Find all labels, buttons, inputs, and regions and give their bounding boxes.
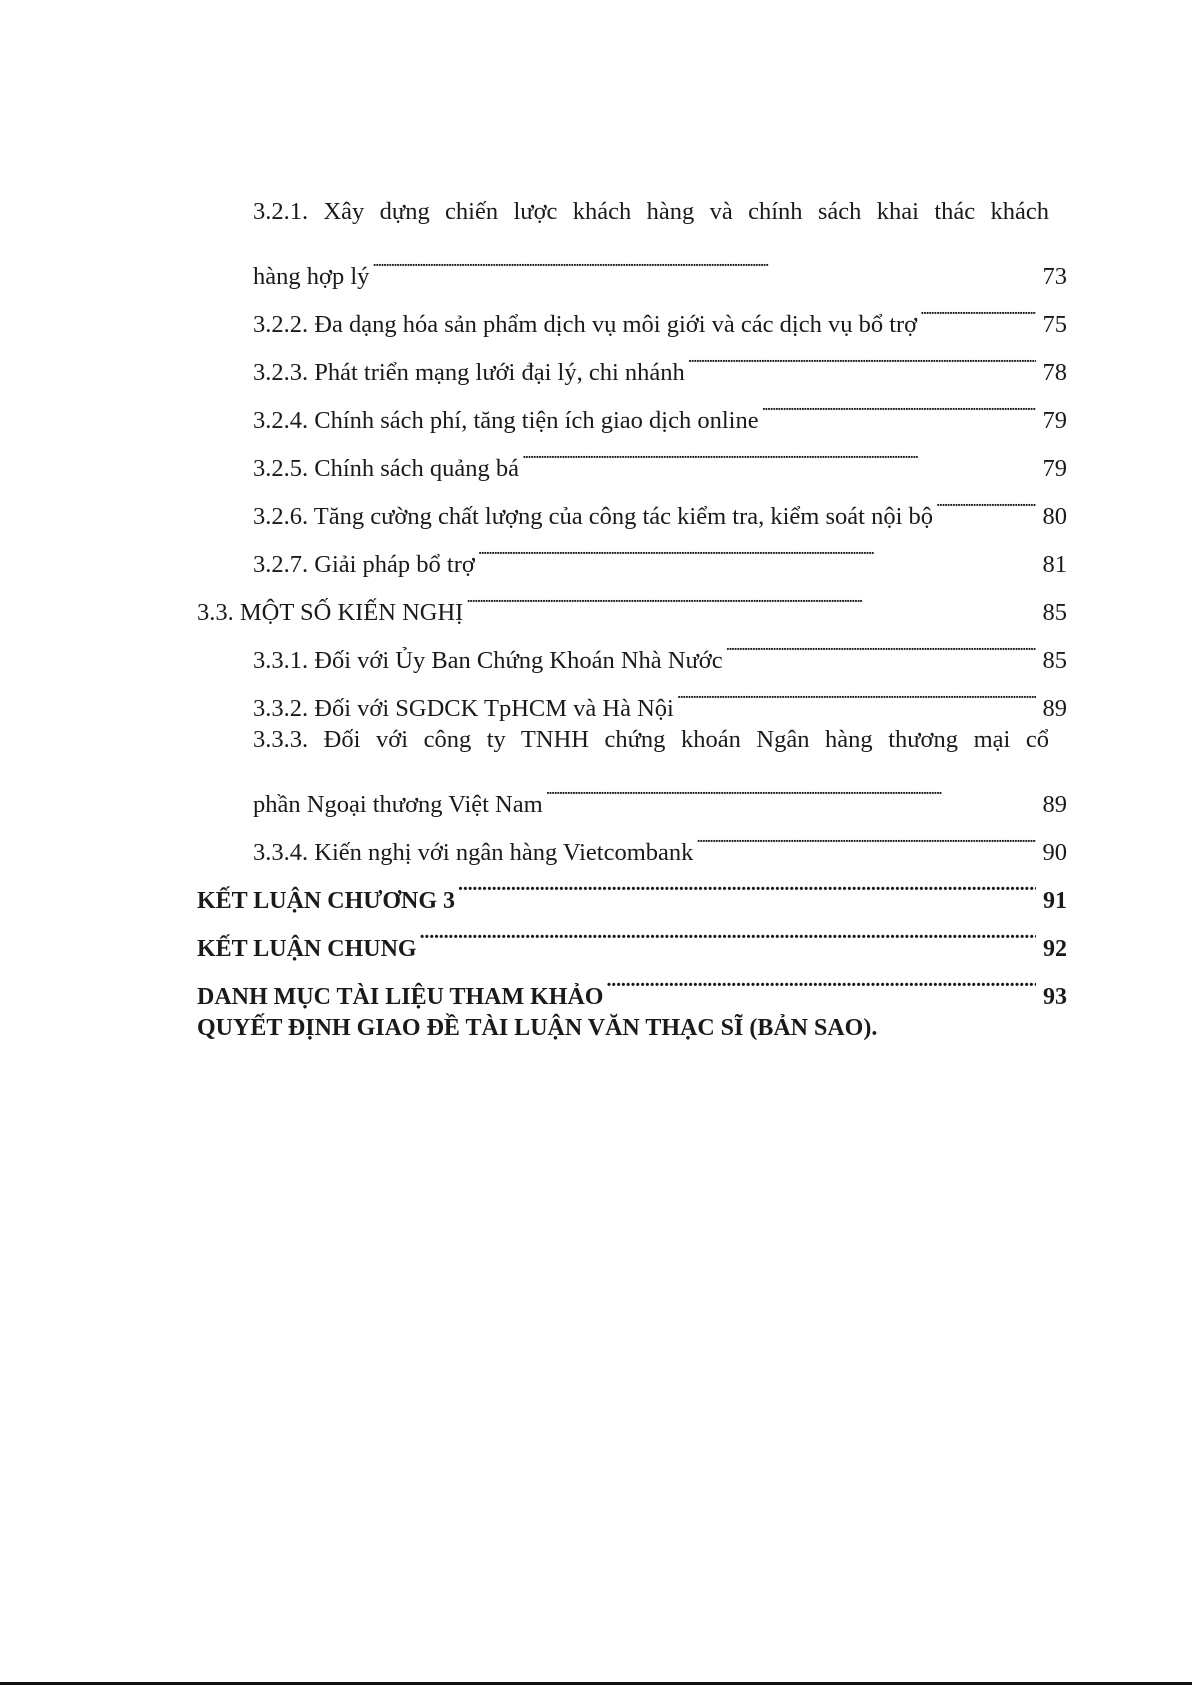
- dot-leader: [920, 284, 1036, 332]
- toc-entry-title: 3.2.3. Phát triển mạng lưới đại lý, chi nhánh: [253, 359, 685, 386]
- dot-leader: [546, 764, 1036, 812]
- table-of-contents: [197, 188, 1067, 1052]
- toc-page-number: 81: [1042, 551, 1067, 578]
- dot-leader: [606, 956, 1036, 1004]
- trailing-period: .: [871, 1015, 878, 1041]
- toc-entry-title: 3.2.4. Chính sách phí, tăng tiện ích giao dịch online: [253, 407, 759, 434]
- dot-leader: [420, 908, 1036, 956]
- dot-leader: [677, 668, 1036, 716]
- toc-entry-title: 3.3.2. Đối với SGDCK TpHCM và Hà Nội: [253, 695, 674, 722]
- dot-leader: [478, 524, 1036, 572]
- dot-leader: [372, 236, 1036, 284]
- toc-page-number: 90: [1042, 839, 1067, 866]
- toc-entry-title: 3.2.1. Xây dựng chiến lược khách hàng và chính sách khai thác khách: [253, 198, 1049, 225]
- dot-leader: [936, 476, 1036, 524]
- toc-page-number: 91: [1043, 888, 1067, 914]
- dot-leader: [458, 860, 1036, 908]
- toc-entry-title: KẾT LUẬN CHUNG: [197, 936, 417, 962]
- toc-entry-3-2-1-line1[interactable]: [197, 188, 1067, 236]
- toc-entry-title: 3.2.5. Chính sách quảng bá: [253, 455, 520, 482]
- toc-entry-title: 3.2.6. Tăng cường chất lượng của công tác kiểm tra, kiểm soát nội bộ: [253, 503, 933, 530]
- toc-entry-quyet-dinh[interactable]: [197, 1004, 1067, 1052]
- toc-entry-3-2-1-line2[interactable]: [197, 236, 1067, 290]
- toc-entry-title: hàng hợp lý: [253, 263, 370, 290]
- toc-entry-title: 3.3.4. Kiến nghị với ngân hàng Vietcombank: [253, 839, 694, 866]
- toc-entry-title: phần Ngoại thương Việt Nam: [253, 791, 543, 818]
- toc-page-number: 85: [1042, 647, 1067, 674]
- dot-leader: [696, 812, 1036, 860]
- dot-leader: [688, 332, 1036, 380]
- toc-entry-3-3-3-line1[interactable]: [197, 716, 1067, 764]
- dot-leader: [466, 572, 1036, 620]
- toc-page-number: 89: [1042, 791, 1067, 818]
- toc-entry-title: 3.2.7. Giải pháp bổ trợ: [253, 551, 475, 578]
- toc-entry-title: 3.2.2. Đa dạng hóa sản phẩm dịch vụ môi giới và các dịch vụ bổ trợ: [253, 311, 918, 338]
- toc-page-number: 79: [1042, 455, 1067, 482]
- toc-entry-title: QUYẾT ĐỊNH GIAO ĐỀ TÀI LUẬN VĂN THẠC SĨ (BẢN SAO): [197, 1015, 872, 1041]
- toc-entry-3-3-3-line2[interactable]: [197, 764, 1067, 818]
- toc-page-number: 79: [1042, 407, 1067, 434]
- toc-entry-title: DANH MỤC TÀI LIỆU THAM KHẢO: [197, 984, 604, 1010]
- dot-leader: [522, 428, 1036, 476]
- toc-entry-title: 3.3.1. Đối với Ủy Ban Chứng Khoán Nhà Nước: [253, 647, 723, 674]
- toc-entry-title: 3.3.3. Đối với công ty TNHH chứng khoán Ngân hàng thương mại cổ: [253, 726, 1049, 753]
- dot-leader: [726, 620, 1036, 668]
- toc-page-number: 89: [1042, 695, 1067, 722]
- toc-page-number: 80: [1042, 503, 1067, 530]
- toc-entry-title: 3.3. MỘT SỐ KIẾN NGHỊ: [197, 599, 464, 626]
- toc-page-number: 93: [1043, 984, 1067, 1010]
- dot-leader: [762, 380, 1036, 428]
- toc-page-number: 85: [1042, 599, 1067, 626]
- toc-page-number: 75: [1042, 311, 1067, 338]
- toc-page-number: 78: [1042, 359, 1067, 386]
- toc-page-number: 73: [1042, 263, 1067, 290]
- toc-entry-title: KẾT LUẬN CHƯƠNG 3: [197, 888, 456, 914]
- toc-page-number: 92: [1043, 936, 1067, 962]
